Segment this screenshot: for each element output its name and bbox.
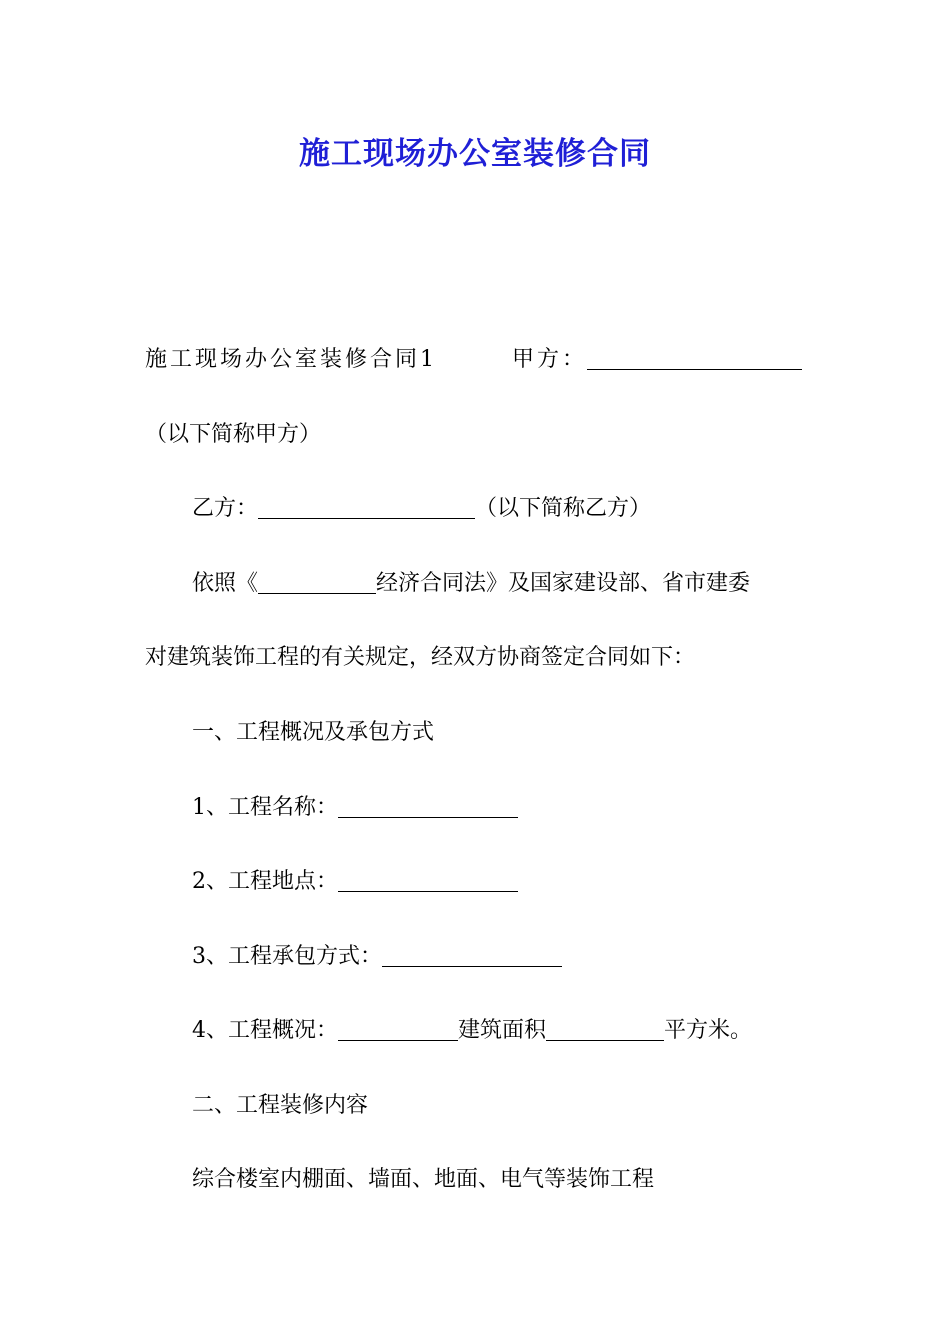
party-b-line xyxy=(192,494,651,524)
item-4-blank-2 xyxy=(546,1018,664,1041)
party-b-blank xyxy=(258,496,475,519)
item-3-blank xyxy=(382,944,562,967)
document-title: 施工现场办公室装修合同 xyxy=(299,136,651,172)
item-1-blank xyxy=(338,795,518,818)
item-3-line xyxy=(192,942,562,972)
party-b-note: （以下简称乙方） xyxy=(475,496,652,521)
item-3-label: 3、工程承包方式： xyxy=(192,944,382,969)
basis-blank xyxy=(258,571,376,594)
basis-prefix: 依照《 xyxy=(192,571,259,596)
heading-text: 施工现场办公室装修合同1 xyxy=(145,347,437,372)
party-b-label: 乙方： xyxy=(192,496,259,521)
party-a-blank xyxy=(587,347,802,370)
item-4-line xyxy=(192,1016,752,1046)
item-2-line xyxy=(192,867,518,897)
basis-suffix: 经济合同法》及国家建设部、省市建委 xyxy=(376,571,751,596)
item-4-label: 4、工程概况： xyxy=(192,1018,338,1043)
party-a-note: （以下简称甲方） xyxy=(145,422,322,447)
party-a-label: 甲方： xyxy=(512,347,588,372)
basis-line-2: 对建筑装饰工程的有关规定，经双方协商签定合同如下： xyxy=(145,645,696,670)
item-2-label: 2、工程地点： xyxy=(192,869,338,894)
item-4-suffix: 平方米。 xyxy=(664,1018,753,1043)
party-a-line xyxy=(512,345,802,375)
item-4-blank-1 xyxy=(338,1018,458,1041)
section-2-content: 综合楼室内棚面、墙面、地面、电气等装饰工程 xyxy=(192,1167,655,1192)
basis-line xyxy=(192,569,750,599)
heading-line xyxy=(145,345,437,375)
item-1-label: 1、工程名称： xyxy=(192,795,338,820)
section-2-title: 二、工程装修内容 xyxy=(192,1093,369,1118)
item-1-line xyxy=(192,793,518,823)
item-2-blank xyxy=(338,869,518,892)
item-4-mid: 建筑面积 xyxy=(458,1018,547,1043)
section-1-title: 一、工程概况及承包方式 xyxy=(192,720,435,745)
